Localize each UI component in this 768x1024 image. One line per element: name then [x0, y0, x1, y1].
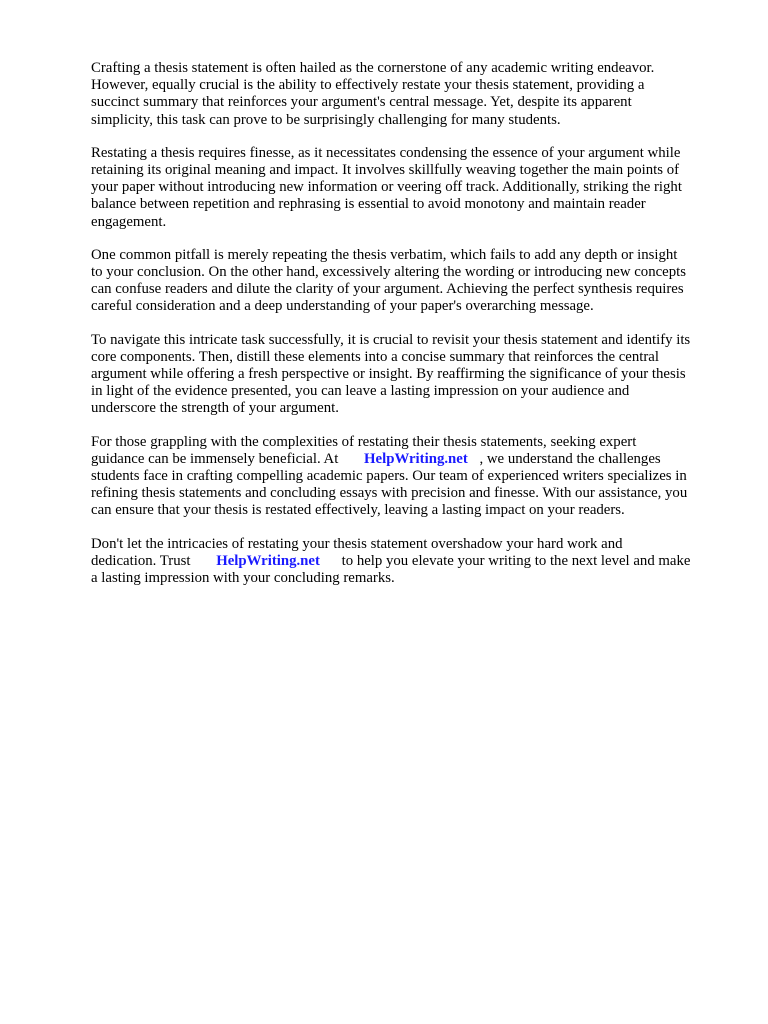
paragraph-5-text-start: For those grappling with the complexities of restating their thesis statements, seeking expert guidance can be immensely beneficial. At [91, 433, 637, 467]
helpwriting-link[interactable]: HelpWriting.net [216, 552, 320, 569]
helpwriting-link[interactable]: HelpWriting.net [364, 450, 468, 467]
paragraph-6-text-start: Don't let the intricacies of restating your thesis statement overshadow your hard work and dedication. Trust [91, 535, 623, 569]
paragraph-5-text-end: , we understand the challenges students face in crafting compelling academic papers. Our team of experienced writers specializes in refining thesis statements and concluding essays with precision and finesse. With our assistance, you can ensure that your thesis is restated effectively, leaving a lasting impact on your readers. [91, 450, 688, 519]
paragraph-6 [91, 536, 723, 588]
paragraph-2: Restating a thesis requires finesse, as it necessitates condensing the essence of your argument while retaining its original meaning and impact. It involves skillfully weaving together the main points of your paper without introducing new information or veering off track. Additionally, striking the right balance between repetition and rephrasing is essential to avoid monotony and maintain reader engagement. [91, 144, 682, 230]
paragraph-5 [91, 434, 723, 520]
paragraph-1: Crafting a thesis statement is often hailed as the cornerstone of any academic writing endeavor. However, equally crucial is the ability to effectively restate your thesis statement, providing a succinct summary that reinforces your argument's central message. Yet, despite its apparent simplicity, this task can prove to be surprisingly challenging for many students. [91, 60, 655, 128]
paragraph-4: To navigate this intricate task successfully, it is crucial to revisit your thesis statement and identify its core components. Then, distill these elements into a concise summary that reinforces the central argument while offering a fresh perspective or insight. By reaffirming the significance of your thesis in light of the evidence presented, you can leave a lasting impression on your audience and underscore the strength of your argument. [91, 331, 691, 417]
paragraph-3: One common pitfall is merely repeating the thesis verbatim, which fails to add any depth or insight to your conclusion. On the other hand, excessively altering the wording or introducing new concepts can confuse readers and dilute the clarity of your argument. Achieving the perfect synthesis requires careful consideration and a deep understanding of your paper's overarching message. [91, 246, 687, 315]
document-body [91, 60, 723, 603]
paragraph-6-text-end: to help you elevate your writing to the next level and make a lasting impression with your concluding remarks. [91, 552, 691, 587]
